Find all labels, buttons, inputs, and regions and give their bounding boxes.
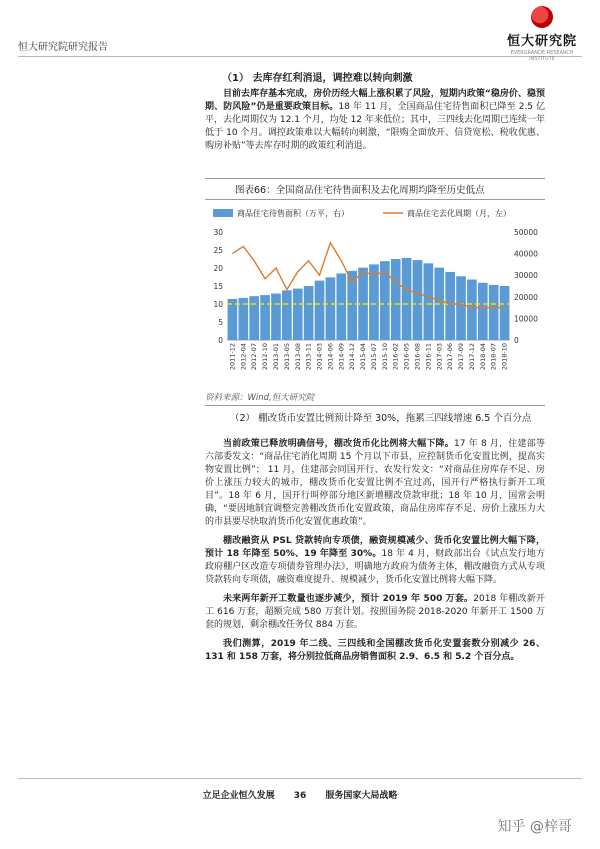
area-bar (293, 289, 303, 340)
area-bar (249, 296, 259, 340)
x-tick-label: 2017-06 (446, 343, 455, 371)
x-tick-label: 2012-10 (261, 343, 270, 371)
area-bar (467, 280, 477, 340)
x-tick-label: 2015-10 (380, 343, 389, 371)
x-tick-label: 2013-11 (304, 343, 313, 371)
x-tick-label: 2012-04 (239, 343, 248, 371)
chart-container (205, 200, 545, 390)
page-number: 36 (293, 791, 307, 801)
p3-bold: 未来两年新开工数量也逐步减少，预计 2019 年 500 万套。 (223, 594, 474, 604)
x-tick-label: 2018-10 (500, 343, 509, 371)
watermark: 知乎 @梓哥 (497, 819, 572, 835)
area-bar (478, 283, 488, 340)
p3-text: 2018 年棚改新开工 616 万套，超额完成 580 万套计划。按照国务院 2018-2020 年新开工 1500 万套的规划，剩余棚改任务仅 884 万套。 (205, 594, 546, 630)
area-bar (260, 295, 270, 340)
left-tick-label: 30 (213, 228, 223, 237)
x-tick-label: 2014-12 (348, 343, 357, 371)
section1-text: 18 年 11 月，全国商品住宅待售面积已降至 2.5 亿平，去化周期仅为 12.1 个月，均处 12 年来低位；其中，三四线去化周期已连续一年低于 10 个月。调控政策难以大幅转向刺激，“限购全面放开、信贷宽松、税收优惠、购房补贴”等去库存时期的政策红利消退。 (205, 102, 545, 151)
logo-icon (531, 6, 553, 28)
evergrande-logo (502, 6, 582, 62)
section2-p1 (205, 438, 545, 529)
x-tick-label: 2014-06 (326, 343, 335, 371)
report-header: 恒大研究院研究报告 (18, 42, 108, 53)
footer-divider (18, 778, 582, 779)
footer-left: 立足企业恒久发展 (202, 791, 275, 801)
area-bar (391, 259, 401, 340)
left-tick-label: 0 (218, 336, 223, 345)
section2-p3 (205, 593, 545, 632)
chart-svg (205, 200, 545, 390)
x-tick-label: 2011-12 (228, 343, 237, 371)
x-tick-label: 2012-07 (250, 343, 259, 371)
section1-bold: 目前去库存基本完成，房价历经大幅上涨积累了风险，短期内政策“稳房价、稳预期、防风险”仍是重要政策目标。 (205, 89, 545, 112)
x-tick-label: 2016-08 (413, 343, 422, 371)
legend-bar-swatch (213, 209, 233, 217)
x-tick-label: 2014-03 (315, 343, 324, 371)
area-bar (326, 277, 336, 340)
right-tick-label: 50000 (514, 228, 538, 237)
section2-p4 (205, 638, 545, 664)
figure-title: 图表66：全国商品住宅待售面积及去化周期均降至历史低点 (205, 178, 545, 200)
area-bar (424, 263, 434, 340)
x-tick-label: 2017-03 (435, 343, 444, 371)
x-tick-label: 2016-11 (424, 343, 433, 371)
section2-p2 (205, 535, 545, 587)
x-tick-label: 2013-05 (282, 343, 291, 371)
x-tick-label: 2018-07 (489, 343, 498, 371)
area-bar (500, 286, 510, 340)
area-bar (402, 258, 412, 340)
logo-text: 恒大研究院 (506, 34, 577, 49)
right-tick-label: 10000 (514, 314, 538, 324)
legend-bar-label: 商品住宅待售面积（万平，右） (237, 209, 349, 218)
p1-text: 17 年 8 月，住建部等六部委发文：“商品住宅消化周期 15 个月以下市县，应控制货币化安置比例，提高实物安置比例”； 11 月，住建部会同国开行、农发行发文：“对商品住房库存不足、房价上涨压力较大的城市，棚改货币化安置比例不宜过高，国开行严格执行新开工项目”。18 年 6 月，国开行叫停部分地区新增棚改贷款审批；18 年 10 月，国常会明确，“要因地制宜调整完善棚改货币化安置政策，商品住房库存不足、房价上涨压力大的市县要尽快取消货币化安置优惠政策”。 (205, 439, 545, 527)
area-bar (282, 290, 292, 340)
figure-source: 资料来源：Wind,恒大研究院 (205, 391, 545, 406)
x-tick-label: 2015-07 (369, 343, 378, 371)
p1-bold: 当前政策已释放明确信号，棚改货币化比例将大幅下降。 (223, 439, 455, 449)
p4-bold: 我们测算，2019 年二线、三四线和全国棚改货币化安置套数分别减少 26、131 和 158 万套，将分别拉低商品房销售面积 2.9、6.5 和 5.2 个百分点。 (205, 639, 545, 662)
right-tick-label: 30000 (514, 271, 538, 281)
left-tick-label: 25 (213, 246, 223, 255)
page-footer (0, 788, 600, 801)
p2-text: 18 年 4 月，财政部出台《试点发行地方政府棚户区改造专项债券管理办法》，明确地方政府为债务主体，棚改融资方式从专项贷款转向专项债，融资难度提升、规模减少，货币化安置比例将大幅下降。 (205, 549, 545, 585)
x-tick-label: 2013-08 (293, 343, 302, 371)
area-bar (304, 286, 314, 340)
x-tick-label: 2014-09 (337, 343, 346, 371)
right-tick-label: 20000 (514, 292, 538, 302)
area-bar (456, 276, 466, 340)
x-tick-label: 2017-09 (457, 343, 466, 371)
area-bar (336, 273, 346, 340)
section1-heading: （1） 去库存红利消退，调控难以转向刺激 (222, 73, 413, 84)
logo-subtext: EVERGRANDE RESEARCH INSTITUTE (510, 50, 574, 62)
x-tick-label: 2017-12 (467, 343, 476, 371)
section2-heading: （2） 棚改货币安置比例预计降至 30%，拖累三四线增速 6.5 个百分点 (230, 413, 532, 424)
left-tick-label: 5 (218, 318, 223, 327)
area-bar (413, 260, 423, 340)
right-tick-label: 40000 (514, 249, 538, 259)
left-tick-label: 10 (213, 300, 223, 309)
legend-line-label: 商品住宅去化周期（月，左） (407, 209, 511, 218)
chart-legend (213, 208, 511, 219)
left-tick-label: 20 (213, 264, 223, 273)
section2-body (205, 438, 545, 664)
p2-bold: 棚改融资从 PSL 贷款转向专项债，融资规模减少、货币化安置比例大幅下降，预计 18 年降至 50%、19 年降至 30%。 (205, 536, 545, 559)
x-tick-label: 2015-04 (359, 343, 368, 371)
area-bar (445, 272, 455, 340)
footer-right: 服务国家大局战略 (325, 791, 398, 801)
chart-plot (213, 228, 538, 370)
x-tick-label: 2016-05 (402, 343, 411, 371)
left-tick-label: 15 (213, 282, 223, 291)
x-tick-label: 2013-01 (271, 343, 280, 371)
x-tick-label: 2016-02 (391, 343, 400, 371)
section1-paragraph (205, 88, 545, 153)
area-bar (228, 299, 238, 340)
right-tick-label: 0 (514, 336, 519, 345)
x-tick-label: 2018-04 (478, 343, 487, 371)
area-bar (271, 294, 281, 340)
header-divider (18, 56, 582, 57)
area-bar (489, 285, 499, 340)
area-bar (315, 281, 325, 340)
section1-body (205, 88, 545, 153)
